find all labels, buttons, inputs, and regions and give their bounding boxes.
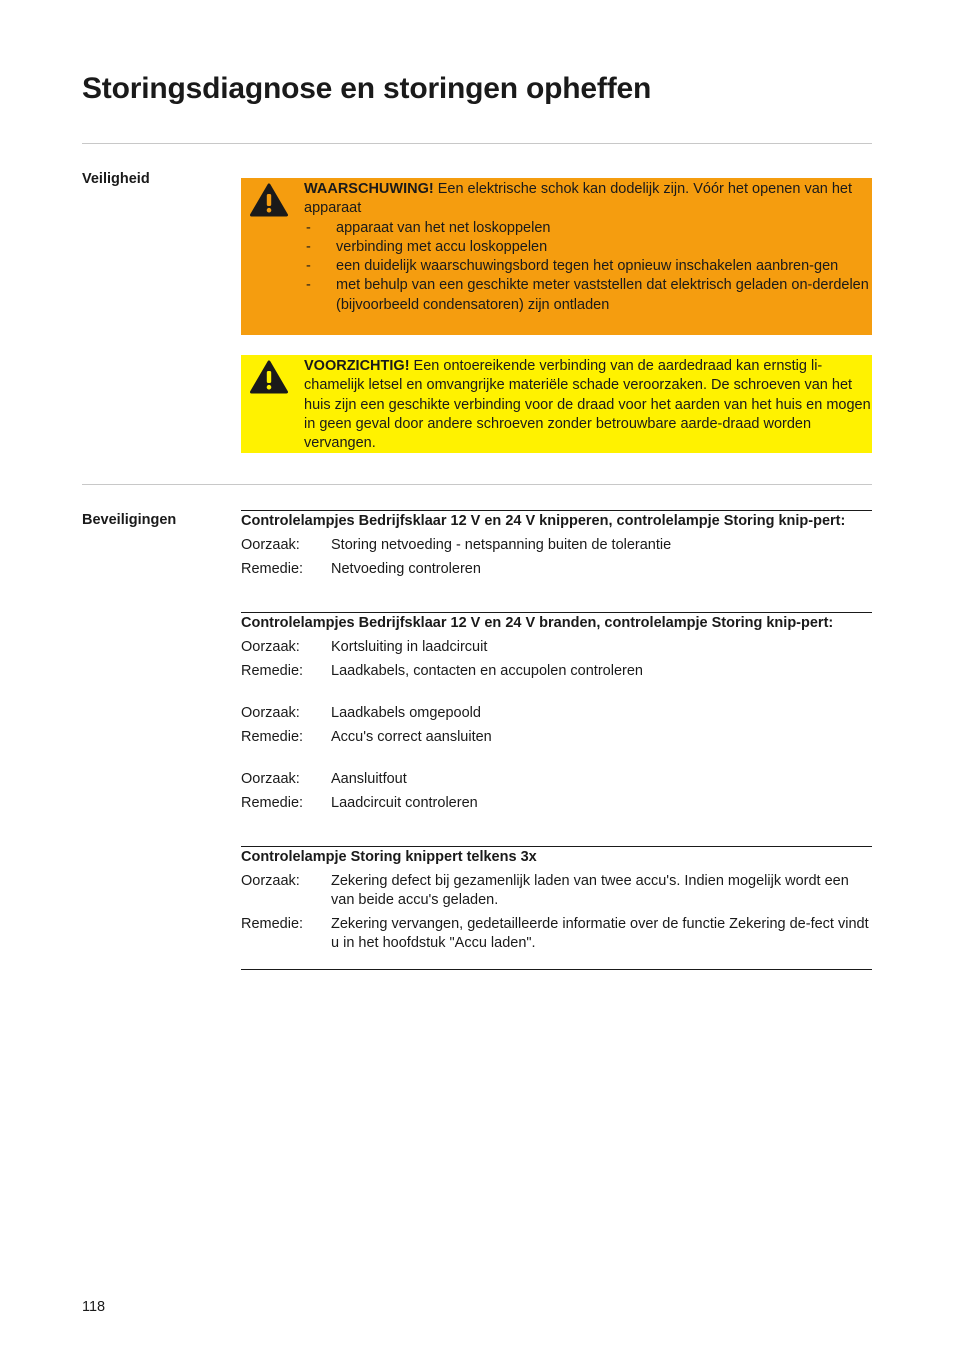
cause-value: Aansluitfout xyxy=(331,771,407,787)
page-number: 118 xyxy=(82,1299,106,1315)
remedy-label: Remedie: xyxy=(241,729,304,745)
cause-label: Oorzaak: xyxy=(241,771,300,787)
warning-intro: Een elektrische schok kan dodelijk zijn. Vóór het openen van het apparaat xyxy=(304,181,853,217)
remedy-label: Remedie: xyxy=(241,916,304,932)
cause-row xyxy=(241,536,872,555)
fault-heading: Controlelampjes Bedrijfsklaar 12 V en 24 V branden, controlelampje Storing knip-pert: xyxy=(241,612,872,633)
warning-list-item: - apparaat van het net loskoppelen xyxy=(304,219,872,238)
warning-list xyxy=(304,219,872,315)
spacer xyxy=(241,747,872,765)
remedy-label: Remedie: xyxy=(241,561,304,577)
remedy-value: Laadcircuit controleren xyxy=(331,795,478,811)
cause-label: Oorzaak: xyxy=(241,639,300,655)
section-divider xyxy=(82,143,872,144)
caution-text xyxy=(304,357,872,453)
table-end-rule xyxy=(241,969,872,970)
remedy-row xyxy=(241,794,872,813)
page-title: Storingsdiagnose en storingen opheffen xyxy=(82,72,652,105)
cause-label: Oorzaak: xyxy=(241,537,300,553)
warning-list-item: - met behulp van een geschikte meter vaststellen dat elektrisch geladen on-derdelen (bijvoorbeeld condensatoren) zijn ontladen xyxy=(304,276,872,315)
fault-block-3 xyxy=(241,846,872,953)
remedy-label: Remedie: xyxy=(241,663,304,679)
caution-keyword: VOORZICHTIG! xyxy=(304,358,410,374)
caution-body: Een ontoereikende verbinding van de aardedraad kan ernstig li-chamelijk letsel en omvangrijke materiële schade veroorzaken. De schroeven van het huis zijn een geschikte verbinding voor de draad voor het aarden van het huis en mogen in geen geval door andere schroeven zonder betrouwbare aarde-draad worden vervangen. xyxy=(304,358,871,452)
warning-box xyxy=(241,178,872,335)
remedy-value: Laadkabels, contacten en accupolen controleren xyxy=(331,663,643,679)
remedy-value: Accu's correct aansluiten xyxy=(331,729,492,745)
cause-value: Kortsluiting in laadcircuit xyxy=(331,639,488,655)
remedy-value: Netvoeding controleren xyxy=(331,561,481,577)
warning-keyword: WAARSCHUWING! xyxy=(304,181,434,197)
warning-list-item: - verbinding met accu loskoppelen xyxy=(304,238,872,257)
fault-block-1 xyxy=(241,510,872,579)
remedy-value: Zekering vervangen, gedetailleerde informatie over de functie Zekering de-fect vindt u in het hoofdstuk "Accu laden". xyxy=(331,916,869,951)
remedy-row xyxy=(241,915,872,953)
section-label-protections: Beveiligingen xyxy=(82,512,177,528)
cause-value: Laadkabels omgepoold xyxy=(331,705,481,721)
warning-text xyxy=(304,180,872,219)
warning-list-item: - een duidelijk waarschuwingsbord tegen het opnieuw inschakelen aanbren-gen xyxy=(304,257,872,276)
remedy-row xyxy=(241,560,872,579)
remedy-row xyxy=(241,728,872,747)
warning-triangle-icon xyxy=(250,183,288,217)
caution-box xyxy=(241,355,872,453)
spacer xyxy=(241,681,872,699)
cause-value: Zekering defect bij gezamenlijk laden van twee accu's. Indien mogelijk wordt een van beide accu's geladen. xyxy=(331,873,849,908)
fault-block-2 xyxy=(241,612,872,813)
fault-heading: Controlelampjes Bedrijfsklaar 12 V en 24 V knipperen, controlelampje Storing knip-pert: xyxy=(241,510,872,531)
cause-row xyxy=(241,704,872,723)
cause-row xyxy=(241,638,872,657)
cause-label: Oorzaak: xyxy=(241,873,300,889)
remedy-row xyxy=(241,662,872,681)
section-divider xyxy=(82,484,872,485)
cause-label: Oorzaak: xyxy=(241,705,300,721)
remedy-label: Remedie: xyxy=(241,795,304,811)
cause-row xyxy=(241,770,872,789)
fault-heading: Controlelampje Storing knippert telkens 3x xyxy=(241,846,872,867)
section-label-safety: Veiligheid xyxy=(82,171,150,187)
warning-triangle-icon xyxy=(250,360,288,394)
cause-row xyxy=(241,872,872,910)
cause-value: Storing netvoeding - netspanning buiten de tolerantie xyxy=(331,537,672,553)
